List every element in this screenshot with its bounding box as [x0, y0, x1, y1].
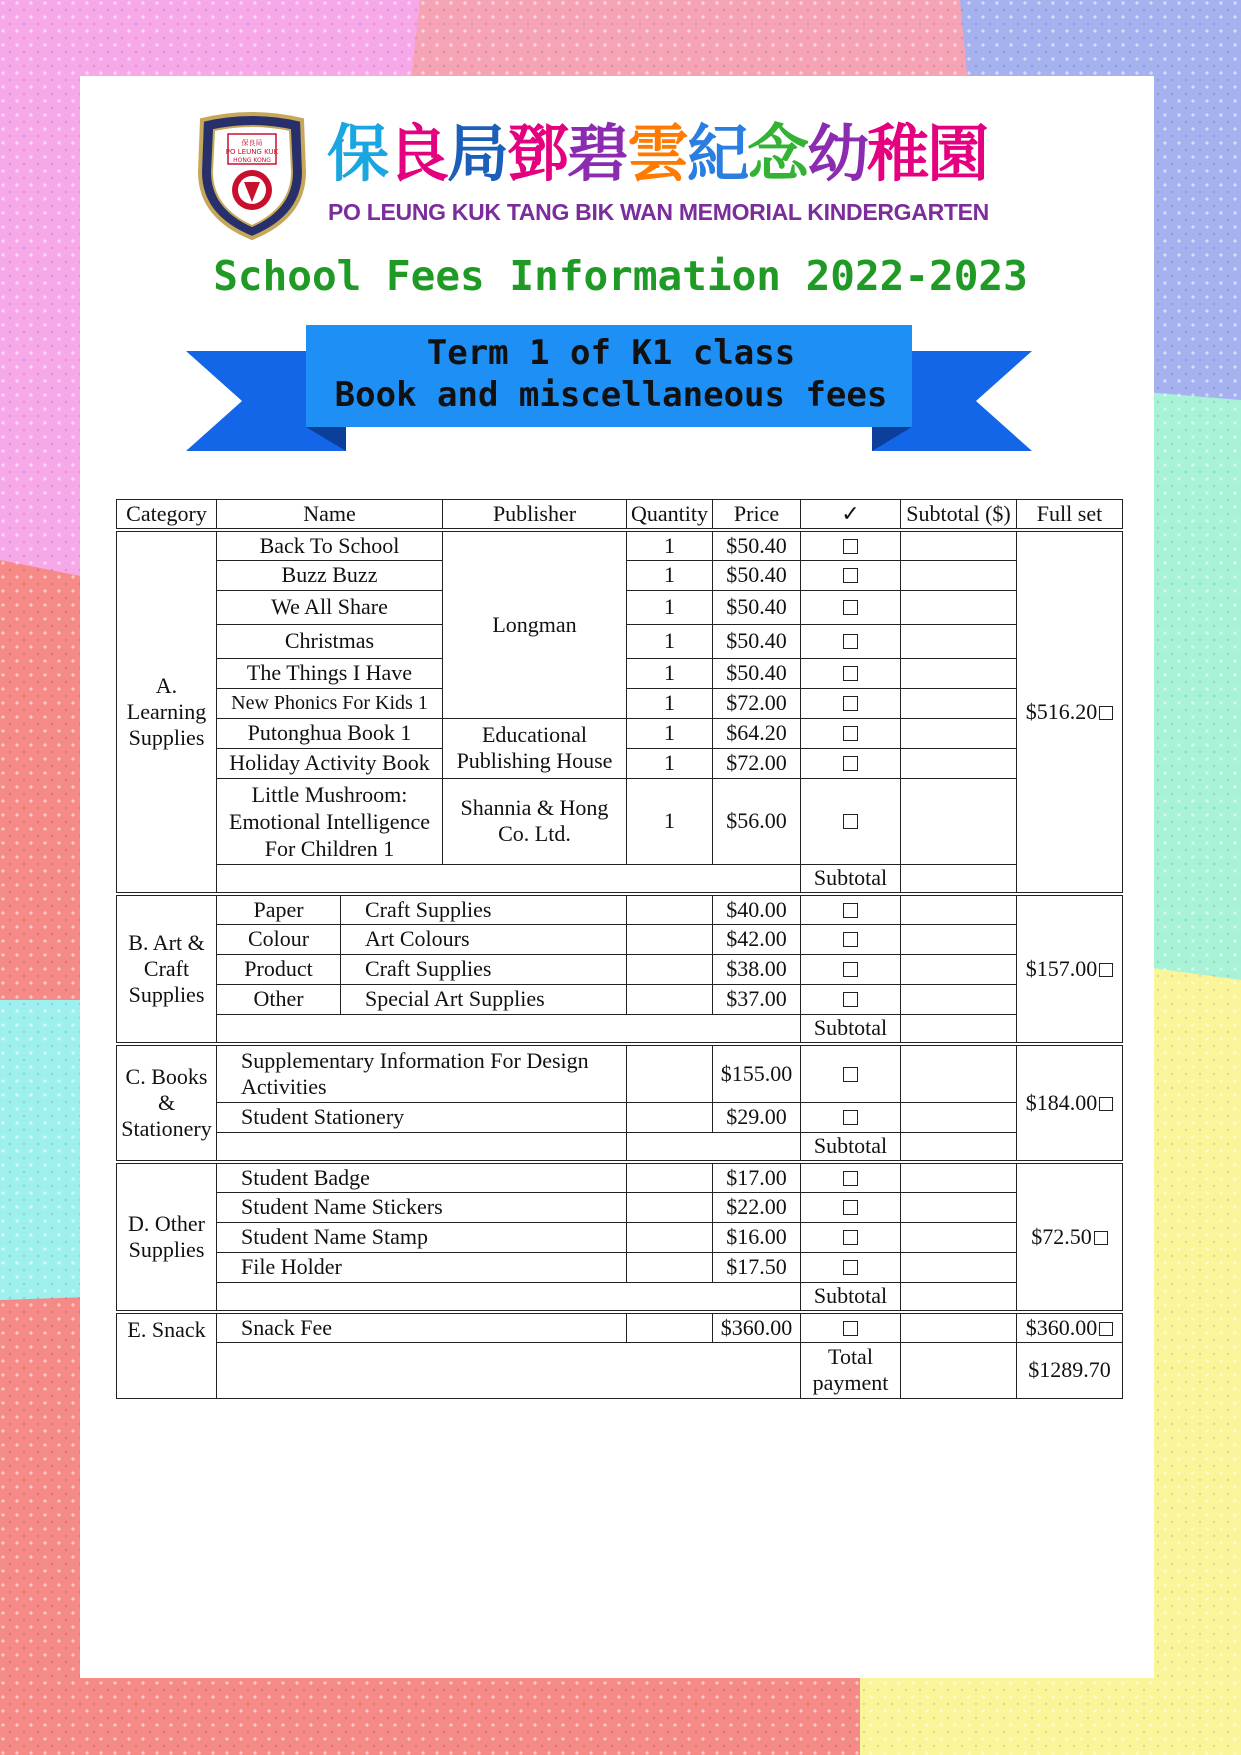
full-set-value: $184.00	[1025, 1090, 1098, 1115]
checkbox-cell[interactable]	[801, 658, 901, 688]
svg-text:HONG KONG: HONG KONG	[233, 157, 271, 164]
school-name-char: 局	[447, 117, 508, 190]
table-row	[117, 778, 1123, 864]
full-set-checkbox[interactable]	[1094, 1231, 1108, 1245]
subtotal-label: Subtotal	[801, 1014, 901, 1044]
subtotal-cell	[901, 1342, 1017, 1398]
item-price: $22.00	[713, 1192, 801, 1222]
header-name: Name	[217, 500, 443, 531]
table-row	[117, 1192, 1123, 1222]
item-name: Supplementary Information For Design Activities	[217, 1044, 627, 1102]
item-quantity	[627, 924, 713, 954]
table-row	[117, 1252, 1123, 1282]
item-price: $37.00	[713, 984, 801, 1014]
checkbox-cell[interactable]	[801, 590, 901, 624]
full-set-value: $157.00	[1025, 956, 1098, 981]
full-set-b	[1017, 894, 1123, 1044]
checkbox-cell[interactable]	[801, 954, 901, 984]
item-name: Student Name Stamp	[217, 1222, 627, 1252]
checkbox[interactable]	[843, 634, 858, 649]
item-type: Other	[217, 984, 341, 1014]
subtotal-cell	[901, 560, 1017, 590]
empty-cell	[627, 1132, 801, 1162]
header-category: Category	[117, 500, 217, 531]
header-price: Price	[713, 500, 801, 531]
category-b: B. Art & Craft Supplies	[117, 894, 217, 1044]
checkbox[interactable]	[843, 696, 858, 711]
table-row	[117, 1312, 1123, 1342]
fees-table	[116, 499, 1123, 1399]
subtotal-cell	[901, 864, 1017, 894]
item-price: $16.00	[713, 1222, 801, 1252]
checkbox-cell[interactable]	[801, 530, 901, 560]
full-set-checkbox[interactable]	[1099, 1097, 1113, 1111]
item-quantity: 1	[627, 624, 713, 658]
item-quantity: 1	[627, 590, 713, 624]
subtotal-cell	[901, 590, 1017, 624]
checkbox-cell[interactable]	[801, 624, 901, 658]
subtotal-cell	[901, 924, 1017, 954]
item-price: $360.00	[713, 1312, 801, 1342]
item-name: New Phonics For Kids 1	[217, 688, 443, 718]
svg-text:保良局: 保良局	[241, 139, 263, 147]
item-price: $56.00	[713, 778, 801, 864]
subtotal-cell	[901, 1252, 1017, 1282]
item-name: Back To School	[217, 530, 443, 560]
item-name: We All Share	[217, 590, 443, 624]
empty-cell	[217, 1282, 801, 1312]
subtotal-cell	[901, 688, 1017, 718]
item-quantity	[627, 1044, 713, 1102]
table-header-row	[117, 500, 1123, 531]
item-name: Craft Supplies	[341, 894, 627, 924]
item-name: Putonghua Book 1	[217, 718, 443, 748]
subtotal-cell	[901, 658, 1017, 688]
publisher-cell: Longman	[443, 530, 627, 718]
item-quantity: 1	[627, 748, 713, 778]
checkbox[interactable]	[843, 1171, 858, 1186]
item-name: Buzz Buzz	[217, 560, 443, 590]
subtotal-cell	[901, 894, 1017, 924]
item-quantity: 1	[627, 560, 713, 590]
subtotal-cell	[901, 1044, 1017, 1102]
checkbox-cell[interactable]	[801, 718, 901, 748]
category-c: C. Books & Stationery	[117, 1044, 217, 1162]
ribbon-text	[306, 332, 916, 416]
header-check: ✓	[801, 500, 901, 531]
item-price: $50.40	[713, 590, 801, 624]
subtotal-cell	[901, 954, 1017, 984]
header-full-set: Full set	[1017, 500, 1123, 531]
table-row	[117, 1044, 1123, 1102]
item-price: $42.00	[713, 924, 801, 954]
checkbox[interactable]	[843, 992, 858, 1007]
table-row	[117, 1162, 1123, 1192]
subtotal-cell	[901, 1132, 1017, 1162]
item-quantity	[627, 1222, 713, 1252]
checkbox[interactable]	[843, 1260, 858, 1275]
subtotal-cell	[901, 1222, 1017, 1252]
table-row	[117, 984, 1123, 1014]
full-set-e	[1017, 1312, 1123, 1342]
item-quantity	[627, 984, 713, 1014]
header-subtotal: Subtotal ($)	[901, 500, 1017, 531]
full-set-checkbox[interactable]	[1099, 706, 1113, 720]
subtotal-cell	[901, 1282, 1017, 1312]
full-set-value: $72.50	[1031, 1224, 1092, 1249]
school-name-char: 稚	[867, 117, 928, 190]
subtotal-cell	[901, 1162, 1017, 1192]
table-row	[117, 1102, 1123, 1132]
item-quantity: 1	[627, 718, 713, 748]
checkbox-cell[interactable]	[801, 778, 901, 864]
checkbox[interactable]	[843, 1230, 858, 1245]
total-label: Total payment	[801, 1342, 901, 1398]
checkbox-cell[interactable]	[801, 894, 901, 924]
category-e: E. Snack	[117, 1312, 217, 1398]
ribbon-line-1: Term 1 of K1 class	[426, 333, 796, 373]
subtotal-cell	[901, 1014, 1017, 1044]
subtotal-cell	[901, 748, 1017, 778]
checkbox[interactable]	[843, 756, 858, 771]
item-price: $72.00	[713, 748, 801, 778]
school-name-char: 念	[747, 117, 808, 190]
item-quantity	[627, 1192, 713, 1222]
subtotal-label: Subtotal	[801, 1132, 901, 1162]
item-price: $50.40	[713, 624, 801, 658]
checkbox[interactable]	[843, 903, 858, 918]
item-name: Student Name Stickers	[217, 1192, 627, 1222]
item-quantity	[627, 894, 713, 924]
school-name-char: 幼	[807, 117, 868, 190]
full-set-d	[1017, 1162, 1123, 1312]
item-quantity: 1	[627, 778, 713, 864]
subtotal-cell	[901, 1102, 1017, 1132]
item-quantity	[627, 1252, 713, 1282]
item-price: $50.40	[713, 658, 801, 688]
full-set-value: $516.20	[1025, 699, 1098, 724]
subtotal-row	[117, 1132, 1123, 1162]
subtotal-cell	[901, 1192, 1017, 1222]
school-name-char: 碧	[567, 117, 628, 190]
item-type: Product	[217, 954, 341, 984]
school-name-char: 紀	[687, 117, 748, 190]
total-value: $1289.70	[1017, 1342, 1123, 1398]
publisher-cell: Shannia & Hong Co. Ltd.	[443, 778, 627, 864]
empty-cell	[217, 1132, 627, 1162]
item-quantity	[627, 954, 713, 984]
publisher-cell: Educational Publishing House	[443, 718, 627, 778]
item-quantity: 1	[627, 530, 713, 560]
checkbox-cell[interactable]	[801, 1102, 901, 1132]
item-name: Student Badge	[217, 1162, 627, 1192]
item-name: Holiday Activity Book	[217, 748, 443, 778]
checkbox-cell[interactable]	[801, 688, 901, 718]
empty-cell	[217, 1014, 801, 1044]
checkbox[interactable]	[843, 539, 858, 554]
header-publisher: Publisher	[443, 500, 627, 531]
checkbox[interactable]	[843, 814, 858, 829]
subtotal-label: Subtotal	[801, 1282, 901, 1312]
item-price: $50.40	[713, 530, 801, 560]
table-row	[117, 954, 1123, 984]
item-price: $17.00	[713, 1162, 801, 1192]
subtotal-cell	[901, 984, 1017, 1014]
subtotal-cell	[901, 778, 1017, 864]
total-row	[117, 1342, 1123, 1398]
subtotal-label: Subtotal	[801, 864, 901, 894]
empty-cell	[217, 864, 801, 894]
item-quantity	[627, 1102, 713, 1132]
item-price: $50.40	[713, 560, 801, 590]
checkbox[interactable]	[843, 666, 858, 681]
school-name-char: 園	[927, 117, 988, 190]
checkbox-cell[interactable]	[801, 924, 901, 954]
school-name-char: 保	[327, 117, 388, 190]
item-quantity: 1	[627, 688, 713, 718]
item-name: Christmas	[217, 624, 443, 658]
checkbox[interactable]	[843, 1200, 858, 1215]
category-a: A. Learning Supplies	[117, 530, 217, 894]
svg-text:PO LEUNG KUK: PO LEUNG KUK	[225, 148, 279, 156]
subtotal-row	[117, 1282, 1123, 1312]
item-price: $40.00	[713, 894, 801, 924]
item-name: Special Art Supplies	[341, 984, 627, 1014]
checkbox[interactable]	[843, 1110, 858, 1125]
category-d: D. Other Supplies	[117, 1162, 217, 1312]
school-name-char: 鄧	[507, 117, 568, 190]
checkbox[interactable]	[843, 726, 858, 741]
school-name-chinese	[327, 118, 987, 190]
item-price: $155.00	[713, 1044, 801, 1102]
school-crest-icon	[192, 112, 312, 240]
table-row	[117, 1222, 1123, 1252]
checkbox-cell[interactable]	[801, 1312, 901, 1342]
checkbox-cell[interactable]	[801, 1252, 901, 1282]
header-quantity: Quantity	[627, 500, 713, 531]
item-quantity	[627, 1312, 713, 1342]
checkbox-cell[interactable]	[801, 1044, 901, 1102]
item-price: $72.00	[713, 688, 801, 718]
item-name: Little Mushroom: Emotional Intelligence For Children 1	[217, 778, 443, 864]
item-name: File Holder	[217, 1252, 627, 1282]
checkbox-cell[interactable]	[801, 1192, 901, 1222]
subtotal-cell	[901, 530, 1017, 560]
subtotal-cell	[901, 718, 1017, 748]
subtotal-row	[117, 1014, 1123, 1044]
checkbox[interactable]	[843, 1321, 858, 1336]
checkbox-cell[interactable]	[801, 748, 901, 778]
full-set-c	[1017, 1044, 1123, 1162]
item-name: The Things I Have	[217, 658, 443, 688]
item-type: Paper	[217, 894, 341, 924]
full-set-value: $360.00	[1025, 1314, 1098, 1340]
item-name: Snack Fee	[217, 1312, 627, 1342]
item-price: $17.50	[713, 1252, 801, 1282]
checkbox[interactable]	[843, 932, 858, 947]
page-title: School Fees Information 2022-2023	[213, 252, 1028, 300]
school-name-char: 良	[387, 117, 448, 190]
checkbox[interactable]	[843, 962, 858, 977]
ribbon-line-2: Book and miscellaneous fees	[334, 375, 888, 415]
item-name: Art Colours	[341, 924, 627, 954]
table-row	[117, 530, 1123, 560]
item-price: $38.00	[713, 954, 801, 984]
full-set-checkbox[interactable]	[1099, 1322, 1113, 1336]
school-name-english: PO LEUNG KUK TANG BIK WAN MEMORIAL KINDERGARTEN	[328, 199, 989, 225]
checkbox-cell[interactable]	[801, 1222, 901, 1252]
subtotal-cell	[901, 624, 1017, 658]
school-name-char: 雲	[627, 117, 688, 190]
checkbox[interactable]	[843, 1067, 858, 1082]
checkbox-cell[interactable]	[801, 560, 901, 590]
full-set-a	[1017, 530, 1123, 894]
subtotal-row	[117, 864, 1123, 894]
checkbox[interactable]	[843, 600, 858, 615]
item-price: $64.20	[713, 718, 801, 748]
checkbox-cell[interactable]	[801, 1162, 901, 1192]
item-price: $29.00	[713, 1102, 801, 1132]
item-name: Student Stationery	[217, 1102, 627, 1132]
item-name: Craft Supplies	[341, 954, 627, 984]
checkbox-cell[interactable]	[801, 984, 901, 1014]
table-row	[117, 894, 1123, 924]
checkbox[interactable]	[843, 568, 858, 583]
full-set-checkbox[interactable]	[1099, 963, 1113, 977]
item-quantity	[627, 1162, 713, 1192]
empty-cell	[217, 1342, 801, 1398]
item-type: Colour	[217, 924, 341, 954]
table-row	[117, 924, 1123, 954]
item-quantity: 1	[627, 658, 713, 688]
table-row	[117, 718, 1123, 748]
subtotal-cell	[901, 1312, 1017, 1342]
